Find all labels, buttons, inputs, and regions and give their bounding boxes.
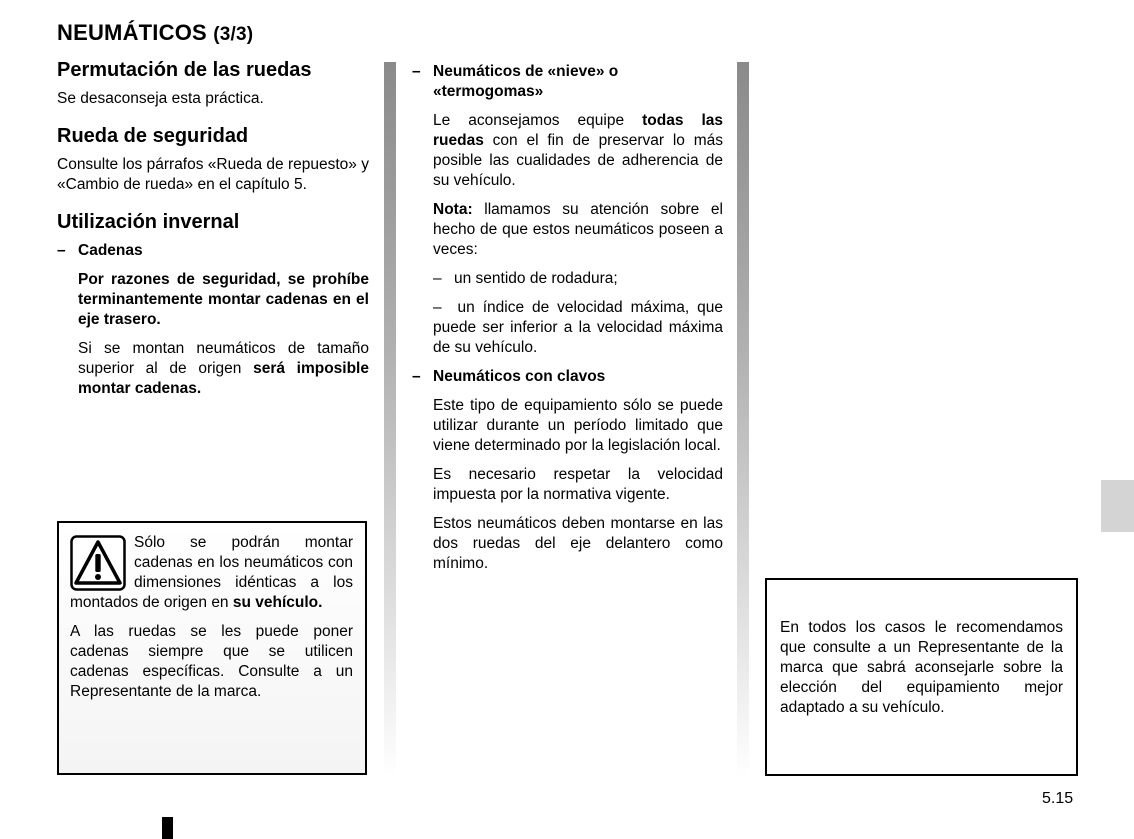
page-title-suffix: (3/3) — [213, 24, 254, 45]
chains-size-text — [78, 339, 369, 399]
chains-heading — [57, 241, 369, 261]
studded-text-2: Es necesario respetar la velocidad impuesta por la normativa vigente. — [433, 466, 723, 503]
warning-triangle-icon — [70, 535, 126, 591]
info-box — [765, 578, 1078, 776]
crop-marker — [162, 817, 173, 839]
list-item-text: un índice de velocidad máxima, que puede ser inferior a la velocidad máxima de su vehículo. — [433, 299, 723, 356]
list-item — [433, 298, 723, 358]
warning-text-2: A las ruedas se les puede poner cadenas siempre que se utilicen cadenas específicas. Consulte a un Representante de la marca. — [70, 623, 353, 700]
chains-warning-text: Por razones de seguridad, se prohíbe terminantemente montar cadenas en el eje trasero. — [78, 271, 369, 328]
info-text: En todos los casos le recomendamos que consulte a un Representante de la marca que sabrá aconsejarle sobre la elección del equipamiento mejor adaptado a su vehículo. — [780, 619, 1063, 716]
column-middle — [412, 62, 723, 574]
chains-label: Cadenas — [78, 242, 143, 259]
studded-tyres-label: Neumáticos con clavos — [433, 368, 606, 385]
section-heading-rotation: Permutación de las ruedas — [57, 59, 312, 81]
list-item — [412, 269, 723, 289]
snow-tyres-body — [412, 111, 723, 358]
studded-text-3: Estos neumáticos deben montarse en las dos ruedas del eje delantero como mínimo. — [433, 515, 723, 572]
note-text — [433, 200, 723, 260]
warning-box — [57, 521, 367, 775]
dash-bullet: – — [412, 368, 421, 385]
note-body: llamamos su atención sobre el hecho de que estos neumáticos poseen a veces: — [433, 201, 723, 258]
dash-bullet: – — [57, 242, 66, 259]
snow-tyres-label: Neumáticos de «nieve» o «termogomas» — [433, 63, 619, 100]
note-label: Nota: — [433, 201, 473, 218]
column-divider-right — [737, 62, 749, 777]
dash-bullet: – — [412, 63, 421, 80]
list-item-text: un sentido de rodadura; — [454, 270, 618, 287]
page-title-text: NEUMÁTICOS — [57, 20, 207, 45]
page-number: 5.15 — [1042, 790, 1074, 807]
page-title — [57, 20, 253, 46]
chains-size-text-b: será imposible montar cadenas. — [78, 360, 369, 397]
column-left — [57, 60, 369, 399]
spare-wheel-text: Consulte los párrafos «Rueda de repuesto» y «Cambio de rueda» en el capítulo 5. — [57, 156, 369, 193]
snow-text-a: Le aconsejamos equipe — [433, 112, 643, 129]
column-divider-left — [384, 62, 396, 777]
snow-tyres-text — [433, 111, 723, 191]
snow-text-c: con el fin de preservar lo más posible las cualidades de adherencia de su vehículo. — [433, 132, 723, 189]
section-heading-spare-wheel: Rueda de seguridad — [57, 125, 249, 147]
section-heading-winter: Utilización invernal — [57, 211, 240, 233]
rotation-text: Se desaconseja esta práctica. — [57, 90, 264, 107]
snow-tyres-heading — [412, 62, 723, 102]
dash-bullet: – — [433, 270, 442, 287]
chapter-tab — [1101, 480, 1134, 532]
studded-text-1: Este tipo de equipamiento sólo se puede utilizar durante un período limitado que viene determinado por la legislación local. — [433, 397, 723, 454]
chains-size-text-a: Si se montan neumáticos de tamaño superior al de origen — [78, 340, 369, 377]
studded-tyres-body — [412, 396, 723, 574]
snow-text-b: todas las ruedas — [433, 112, 723, 149]
dash-bullet: – — [433, 299, 442, 316]
studded-tyres-heading — [412, 367, 723, 387]
warning-text-1b: su vehículo. — [232, 594, 323, 611]
chains-body — [57, 270, 369, 399]
warning-text-1a: Sólo se podrán montar cadenas en los neumáticos con dimensiones idénticas a los montados de origen en — [70, 534, 353, 611]
